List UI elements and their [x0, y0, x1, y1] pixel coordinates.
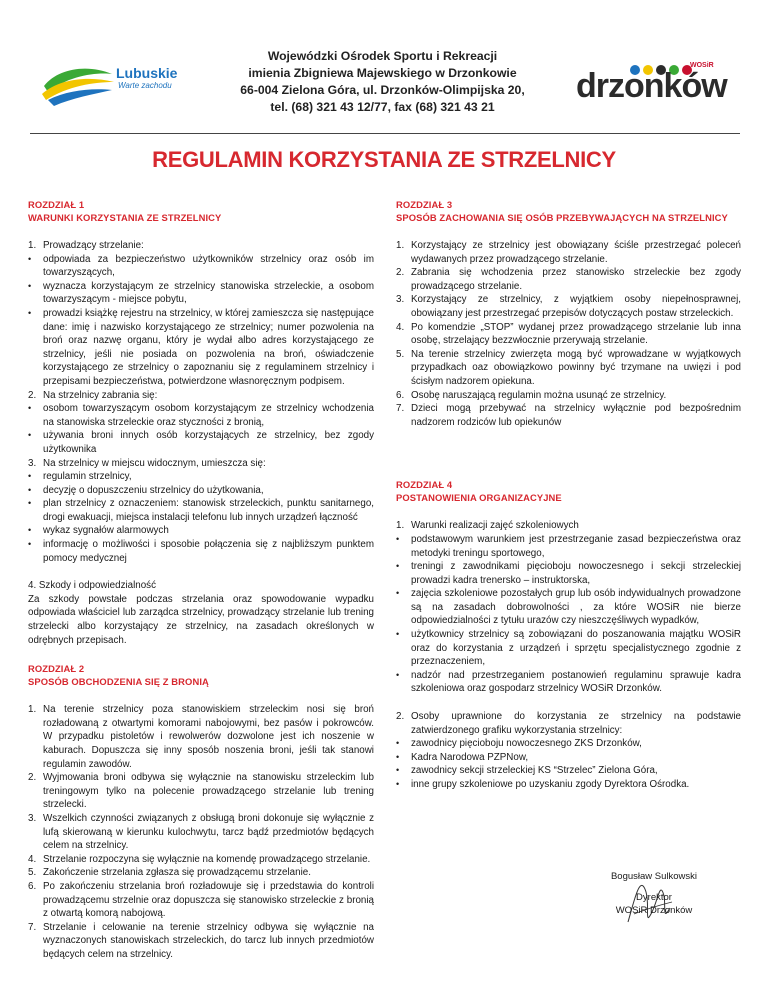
bullet-marker: • — [28, 280, 32, 291]
item-number: 5. — [396, 348, 405, 360]
item-number: 6. — [396, 389, 405, 401]
right-column — [396, 199, 741, 792]
section-heading — [28, 199, 374, 224]
list-item — [28, 307, 374, 389]
section-4-list — [396, 519, 741, 696]
section-title: SPOSÓB ZACHOWANIA SIĘ OSÓB PRZEBYWAJĄCYCH NA STRZELNICY — [396, 211, 728, 223]
list-item-text: regulamin strzelnicy, — [43, 471, 132, 483]
list-item — [396, 737, 741, 751]
list-item — [28, 429, 374, 456]
list-item — [396, 348, 741, 389]
list-item — [396, 239, 741, 266]
signature-block — [594, 869, 714, 918]
list-item — [28, 253, 374, 280]
item-number: 6. — [28, 880, 37, 892]
signatory-name: Bogusław Sulkowski — [610, 871, 698, 882]
list-item — [396, 402, 741, 429]
bullet-marker: • — [28, 307, 32, 318]
list-item-text: wyznacza korzystającym ze strzelnicy stanowiska strzeleckie, a osobom towarzyszącym - miejsce pobytu, — [43, 280, 374, 306]
section-title: POSTANOWIENIA ORGANIZACYJNE — [396, 491, 562, 503]
list-item-text: zajęcia szkoleniowe pozostałych grup lub osób indywidualnych prowadzone są na zasadach dobrowolności , za które WOSiR nie bierze odpowiedzialności z tytułu urazów czy nieszczęśliwych wypadków, — [411, 588, 741, 627]
list-item-text: Na strzelnicy w miejscu widocznym, umieszcza się: — [43, 457, 266, 469]
item-number: 1. — [396, 240, 405, 251]
section-heading — [396, 199, 741, 224]
item-number: 4. — [28, 853, 37, 865]
list-item — [28, 880, 374, 921]
list-item — [396, 710, 741, 737]
org-line: 66-004 Zielona Góra, ul. Drzonków-Olimpijska 20, — [240, 83, 525, 97]
list-item — [28, 921, 374, 962]
list-item — [28, 402, 374, 429]
list-item — [28, 703, 374, 771]
list-item-text: Na terenie strzelnicy poza stanowiskiem strzeleckim nosi się broń rozładowaną z otwartymi komorami nabojowymi, bez pasów i pokrowców. W przypadku pistoletów i rewolwerów dozwolone jest ich noszenie w kaburach. Dopuszcza się inny sposób noszenia broni, jeśli tak stanowi regulamin zawodów. — [43, 704, 374, 770]
list-item-text: nadzór nad przestrzeganiem postanowień regulaminu sprawuje kadra szkoleniowa oraz gospodarz strzelnicy WOSiR Drzonków. — [411, 669, 741, 695]
list-item — [396, 389, 741, 403]
section-heading — [396, 479, 741, 504]
bullet-marker: • — [396, 533, 400, 544]
bullet-marker: • — [396, 751, 400, 762]
section-label: ROZDZIAŁ 3 — [396, 199, 453, 210]
list-item-text: Korzystający ze strzelnicy, z wyjątkiem osoby niepełnosprawnej, obowiązany jest przestrzegać przepisów dotyczących postaw strzeleckich. — [411, 294, 741, 319]
section-1-paragraph: Za szkody powstałe podczas strzelania oraz spowodowanie wypadku odpowiada właściciel lub zarządca strzelnicy, prowadzący strzelanie lub trening strzelecki albo korzystający ze strzelnicy, na zasadach określonych w odrębnych przepisach. — [28, 593, 374, 646]
list-item — [396, 293, 741, 320]
item-number: 1. — [28, 704, 37, 716]
item-number: 2. — [28, 772, 37, 784]
letterhead — [0, 0, 768, 140]
bullet-marker: • — [396, 779, 400, 789]
bullet-marker: • — [28, 430, 32, 441]
bullet-marker: • — [396, 669, 400, 680]
section-label: ROZDZIAŁ 2 — [28, 663, 85, 675]
header-divider — [30, 133, 740, 134]
bullet-marker: • — [396, 765, 400, 776]
list-item — [28, 538, 374, 565]
list-item — [28, 280, 374, 307]
list-item — [396, 628, 741, 669]
list-item-text: Po zakończeniu strzelania broń rozładowuje się i przedstawia do kontroli prowadzącemu strzelnie oraz dopuszcza się stanowisko strzeleckie z bronią z otwartą komorą nabojową. — [43, 880, 374, 920]
list-item-text: zawodnicy pięcioboju nowoczesnego ZKS Drzonków, — [411, 738, 642, 750]
wosir-badge: WOSiR — [690, 62, 714, 69]
item-number: 1. — [28, 240, 37, 251]
list-item-text: Korzystający ze strzelnicy jest obowiązany ściśle przestrzegać poleceń wydawanych przez prowadzącego strzelanie. — [411, 240, 741, 265]
list-item-text: Wyjmowania broni odbywa się wyłącznie na stanowisku strzeleckim lub treningowym tylko na polecenie prowadzącego strzelanie lub trening strzelecki. — [43, 772, 374, 811]
section-1-list — [28, 239, 374, 565]
item-number: 2. — [396, 711, 405, 723]
item-number: 2. — [396, 267, 405, 279]
list-item-text: używania broni innych osób korzystających ze strzelnicy, bez zgody użytkownika — [43, 430, 374, 455]
list-item-text: Na strzelnicy zabrania się: — [43, 389, 158, 401]
list-item-text: osobom towarzyszącym osobom korzystającym ze strzelnicy wchodzenia na stanowiska strzeleckie oraz styczności z bronią, — [43, 403, 374, 428]
section-label: ROZDZIAŁ 1 — [28, 199, 85, 210]
list-item-text: Strzelanie i celowanie na terenie strzelnicy odbywa się wyłącznie na wyznaczonych stanowiskach strzeleckich, do tarcz lub innych przedmiotów będących celem na strzelnicy. — [43, 921, 374, 960]
bullet-marker: • — [396, 588, 400, 599]
section-label: ROZDZIAŁ 4 — [396, 479, 453, 491]
item-number: 2. — [28, 389, 37, 401]
org-line: imienia Zbigniewa Majewskiego w Drzonkowie — [248, 66, 517, 80]
list-item-text: użytkownicy strzelnicy są zobowiązani do poszanowania majątku WOSiR oraz do korzystania z urządzeń i sprzętu specjalistycznego zgodnie z przeznaczeniem, — [411, 629, 741, 668]
bullet-marker: • — [396, 738, 400, 749]
drzonkow-wordmark: drzonków — [576, 67, 727, 105]
list-item-text: Warunki realizacji zajęć szkoleniowych — [411, 520, 579, 532]
list-item — [396, 519, 741, 533]
drzonkow-logo — [574, 62, 734, 112]
list-item-text: inne grupy szkoleniowe po uzyskaniu zgody Dyrektora Ośrodka. — [411, 779, 690, 790]
list-item-text: Prowadzący strzelanie: — [43, 240, 144, 251]
list-item-text: Zakończenie strzelania zgłasza się prowadzącemu strzelanie. — [43, 867, 311, 879]
list-item-text: Wszelkich czynności związanych z obsługą broni dokonuje się wyłącznie z lufą skierowaną w kierunku kulochwytu, tarcz bądź przedmiotów będących celem na strzelnicy. — [43, 812, 374, 852]
bullet-marker: • — [28, 484, 32, 495]
item-number: 1. — [396, 520, 405, 532]
list-item-text: Na terenie strzelnicy zwierzęta mogą być wprowadzane w wyjątkowych przypadkach oaz obowiązkowo powinny być trzymane na uwięzi i pod ścisłym nadzorem opiekuna. — [411, 348, 741, 387]
list-item — [28, 484, 374, 498]
list-item — [28, 457, 374, 471]
list-item — [28, 812, 374, 853]
list-item-text: Zabrania się wchodzenia przez stanowisko strzeleckie bez zgody prowadzącego strzelanie. — [411, 267, 741, 292]
list-item — [28, 524, 374, 538]
org-line: Wojewódzki Ośrodek Sportu i Rekreacji — [267, 49, 498, 63]
section-1-subheading: 4. Szkody i odpowiedzialność — [28, 580, 156, 592]
list-item-text: Osoby uprawnione do korzystania ze strzelnicy na podstawie zatwierdzonego grafiku wykorzystania strzelnicy: — [411, 711, 741, 736]
list-item — [28, 771, 374, 812]
list-item — [28, 497, 374, 524]
organization-address — [200, 48, 565, 116]
list-item — [396, 669, 741, 696]
bullet-marker: • — [28, 525, 32, 536]
list-item-text: Osobę naruszającą regulamin można usunąć ze strzelnicy. — [411, 389, 667, 401]
item-number: 3. — [28, 812, 37, 824]
left-column — [28, 199, 374, 962]
list-item — [396, 778, 741, 792]
list-item-text: odpowiada za bezpieczeństwo użytkowników strzelnicy oraz osób im towarzyszących, — [43, 253, 374, 279]
list-item — [28, 853, 374, 867]
lubuskie-name: Lubuskie — [116, 65, 178, 81]
section-heading — [28, 663, 374, 688]
list-item — [28, 470, 374, 484]
section-4-list-2 — [396, 710, 741, 792]
list-item — [396, 587, 741, 628]
item-number: 7. — [396, 403, 405, 415]
item-number: 3. — [28, 457, 37, 469]
list-item — [396, 321, 741, 348]
list-item-text: Po komendzie „STOP” wydanej przez prowadzącego strzelanie lub inna osobę, strzelający bezzwłocznie przerywają strzelanie. — [411, 321, 741, 347]
bullet-marker: • — [396, 561, 400, 572]
page-title: REGULAMIN KORZYSTANIA ZE STRZELNICY — [152, 147, 616, 172]
list-item-text: Dzieci mogą przebywać na strzelnicy wyłącznie pod bezpośrednim nadzorem rodziców lub opiekunów — [411, 403, 741, 428]
bullet-marker: • — [28, 498, 32, 509]
list-item-text: wykaz sygnałów alarmowych — [43, 525, 169, 537]
list-item — [396, 533, 741, 560]
section-3-list — [396, 239, 741, 429]
signatory-org: WOSiR Drzonków — [615, 905, 693, 916]
list-item — [396, 266, 741, 293]
item-number: 4. — [396, 321, 405, 333]
signatory-role: Dyrektor — [636, 892, 672, 903]
lubuskie-logo — [38, 48, 188, 108]
org-line: tel. (68) 321 43 12/77, fax (68) 321 43 21 — [270, 100, 495, 114]
list-item-text: treningi z zawodnikami pięcioboju nowoczesnego i sekcji strzeleckiej prowadzi kadra trenersko – instruktorska, — [411, 561, 741, 586]
bullet-marker: • — [28, 403, 32, 414]
list-item-text: zawodnicy sekcji strzeleckiej KS “Strzelec” Zielona Góra, — [411, 765, 658, 777]
list-item-text: plan strzelnicy z oznaczeniem: stanowisk strzeleckich, punktu sanitarnego, drogi ewakuacji, miejsca instalacji telefonu lub innych urządzeń łączność — [43, 498, 374, 523]
list-item — [28, 389, 374, 403]
item-number: 7. — [28, 921, 37, 933]
section-title: WARUNKI KORZYSTANIA ZE STRZELNICY — [28, 211, 222, 223]
bullet-marker: • — [28, 471, 32, 482]
list-item-text: Strzelanie rozpoczyna się wyłącznie na komendę prowadzącego strzelanie. — [43, 853, 371, 865]
list-item — [28, 866, 374, 880]
list-item — [396, 751, 741, 765]
item-number: 5. — [28, 867, 37, 879]
bullet-marker: • — [28, 253, 32, 264]
item-number: 3. — [396, 294, 405, 306]
list-item-text: decyzję o dopuszczeniu strzelnicy do użytkowania, — [43, 484, 264, 496]
lubuskie-tagline: Warte zachodu — [118, 81, 172, 90]
list-item — [396, 560, 741, 587]
list-item — [396, 764, 741, 778]
bullet-marker: • — [396, 629, 400, 640]
bullet-marker: • — [28, 539, 32, 550]
lubuskie-emblem-icon — [38, 48, 118, 108]
list-item — [28, 239, 374, 253]
list-item-text: Kadra Narodowa PZPNow, — [411, 751, 529, 763]
list-item-text: informację o możliwości i sposobie połączenia się z najbliższym punktem pomocy medycznej — [43, 539, 374, 564]
section-2-list — [28, 703, 374, 961]
list-item-text: podstawowym warunkiem jest przestrzeganie zasad bezpieczeństwa oraz metodyki treningu sportowego, — [411, 533, 741, 559]
list-item-text: prowadzi książkę rejestru na strzelnicy, w której zamieszcza się następujące dane: imię i nazwisko korzystającego ze strzelnicy; numer pozwolenia na broń oraz nazwę organu, który je wydał albo adres korzystającego ze strzelnicy, jeśli nie posiada on pozwolenia na broń, oświadczenie korzystającego ze strzelnicy o zapoznaniu się z regulaminem strzelnicy i przepisami bezpieczeństwa, potwierdzone własnoręcznym podpisem. — [43, 307, 374, 387]
section-title: SPOSÓB OBCHODZENIA SIĘ Z BRONIĄ — [28, 675, 209, 687]
